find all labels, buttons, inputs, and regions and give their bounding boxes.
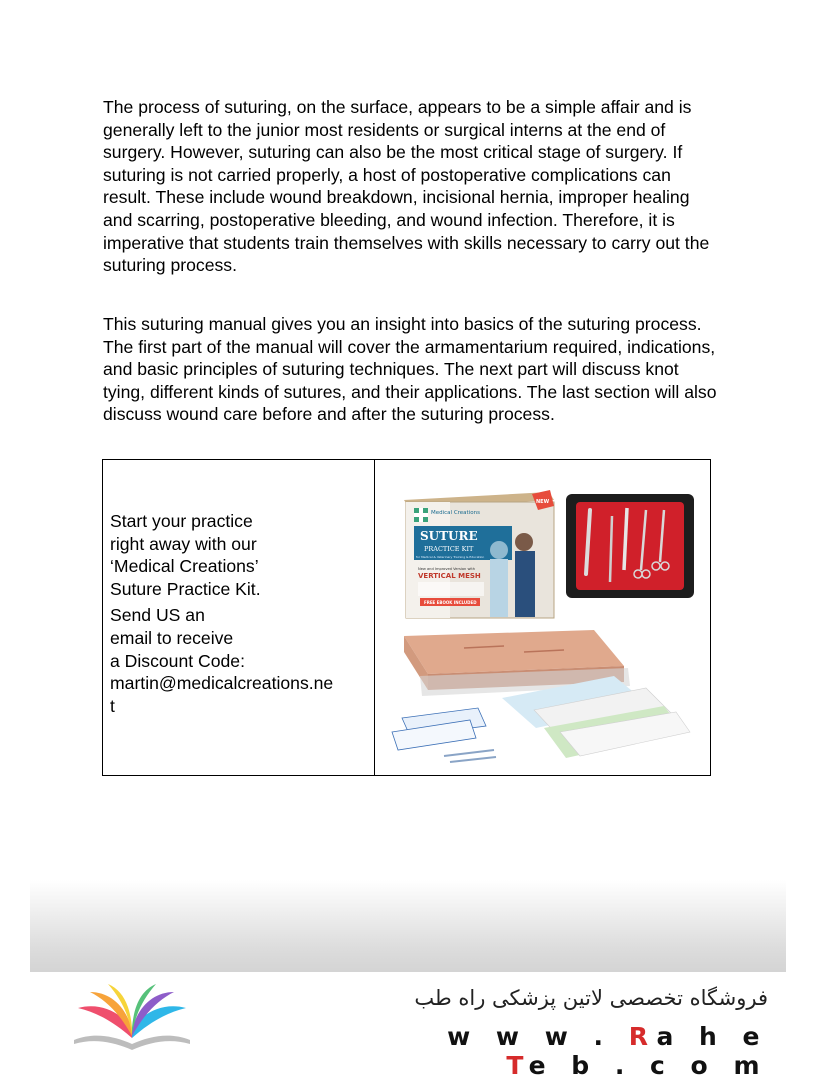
promo-line: Send US an (110, 605, 205, 626)
footer-website-url[interactable] (408, 1022, 768, 1080)
promo-line: ‘Medical Creations’ (110, 556, 259, 577)
promo-table (102, 459, 711, 776)
promo-text-cell (110, 510, 368, 717)
box-mesh: VERTICAL MESH (418, 572, 481, 580)
box-title: SUTURE (420, 529, 478, 543)
promo-line: email to receive (110, 627, 234, 648)
table-divider (374, 460, 375, 775)
contact-email-tail[interactable]: t (110, 695, 115, 716)
promo-line: a Discount Code: (110, 650, 245, 671)
new-badge: NEW (536, 499, 550, 505)
url-letter-r: R (628, 1022, 657, 1051)
manual-overview-paragraph: This suturing manual gives you an insight into basics of the suturing process. The first part of the manual will cover the armamentarium required, indications, and basic principles of suturing techniques. The next part will discuss knot tying, different kinds of sutures, and their applications. The last section will also discuss wound care before and after the suturing process. (103, 314, 717, 425)
discount-text (110, 604, 368, 717)
box-brand: Medical Creations (431, 510, 480, 516)
suture-kit-product-image (384, 470, 704, 766)
promo-line: Start your practice (110, 511, 253, 531)
box-tagline: for Medical & Veterinary Training & Education (416, 555, 485, 559)
contact-email[interactable]: martin@medicalcreations.ne (110, 673, 334, 694)
promo-line: right away with our (110, 533, 257, 554)
box-subtitle: PRACTICE KIT (424, 545, 474, 553)
url-suffix: e b . c o m (528, 1051, 768, 1080)
practice-kit-text (110, 510, 368, 600)
footer-shadow-band (30, 880, 786, 972)
url-letter-t: T (506, 1051, 529, 1080)
promo-line: Suture Practice Kit. (110, 578, 261, 599)
url-mid: a h e (656, 1022, 768, 1051)
url-prefix: w w w . (447, 1022, 629, 1051)
footer-store-name: فروشگاه تخصصی لاتین پزشکی راه طب (414, 986, 768, 1010)
open-book-logo-icon (70, 982, 194, 1052)
box-ebook: FREE EBOOK INCLUDED (424, 600, 477, 605)
intro-paragraph: The process of suturing, on the surface, appears to be a simple affair and is generally left to the junior most residents or surgical interns at the end of surgery. However, suturing can also be the most critical stage of surgery. If suturing is not carried properly, a host of postoperative complications can result. These include wound breakdown, incisional hernia, improper healing and scarring, postoperative bleeding, and wound infection. Therefore, it is imperative that students train themselves with skills necessary to carry out the suturing process. (103, 97, 710, 276)
box-mesh-line: New and Improved Version with (418, 567, 476, 571)
